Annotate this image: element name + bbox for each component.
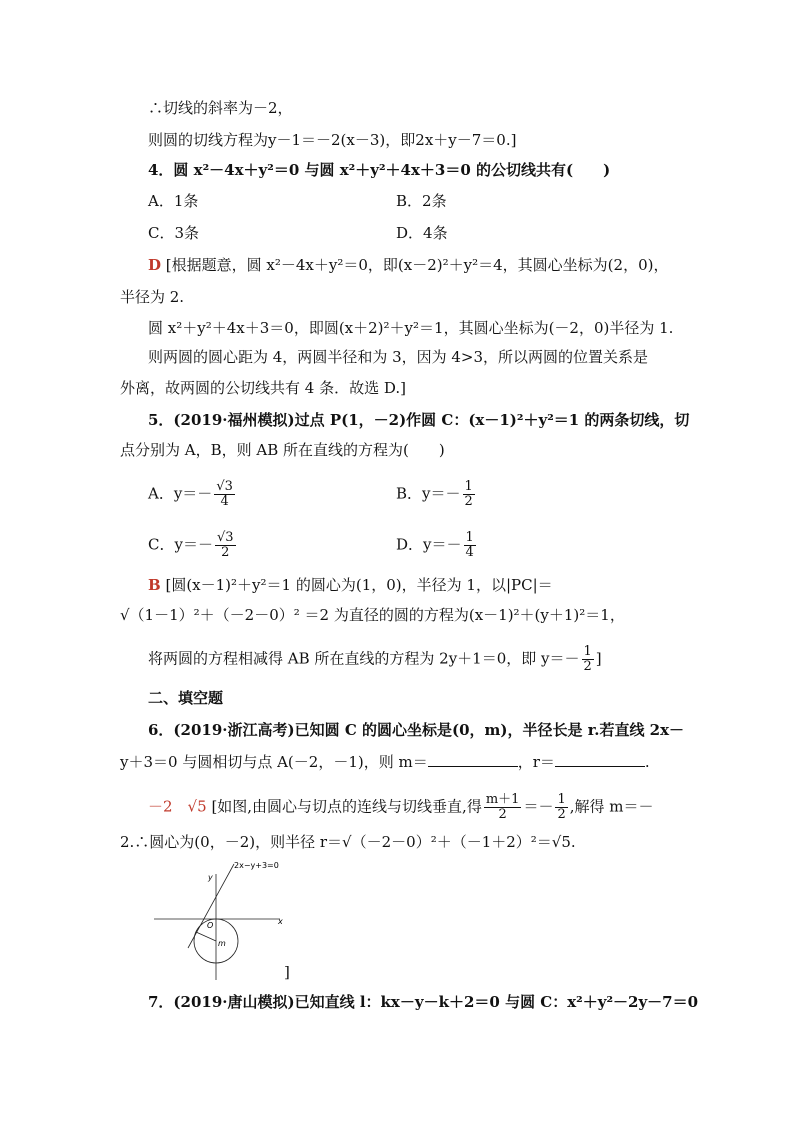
solution-5-line [148,575,553,595]
denominator: 2 [583,659,592,674]
question-5-cont: 点分别为 A，B，则 AB 所在直线的方程为( ) [120,441,445,459]
numerator: √3 [216,530,234,545]
answer-letter: D [148,256,162,274]
tangent-line-label: 2x−y+3=0 [234,861,279,870]
question-7: 7．(2019·唐山模拟)已知直线 l：kx－y－k＋2＝0 与圆 C：x²＋y²－2y－7＝0 [148,993,699,1011]
option-text: A．y＝－ [148,484,213,503]
question-text: y＋3＝0 与圆相切与点 A(－2，－1)，则 m＝ [120,753,428,771]
fraction [555,793,567,822]
numerator: 1 [557,792,566,807]
section-heading: 二、填空题 [148,689,224,707]
option-a [148,480,237,509]
denominator: 2 [557,807,566,822]
option-text: D．y＝－ [396,535,462,554]
y-axis-label: y [208,873,213,882]
solution-6-line [148,793,654,822]
question-5: 5．(2019·福州模拟)过点 P(1，－2)作圆 C：(x－1)²＋y²＝1 的两条切线，切 [148,411,690,429]
radius [196,932,216,941]
solution-line [148,645,602,674]
question-4: 4．圆 x²－4x＋y²＝0 与圆 x²＋y²＋4x＋3＝0 的公切线共有( ) [148,161,611,179]
solution-text: [根据题意，圆 x²－4x＋y²＝0，即(x－2)²＋y²＝4，其圆心坐标为(2，0)， [165,256,669,274]
solution-text: ] [595,649,602,668]
option-c: C．3条 [148,224,200,242]
x-axis-label: x [278,917,283,926]
option-text: B．y＝－ [396,484,461,503]
answer-values: －2 √5 [148,797,207,816]
solution-text: [圆(x－1)²＋y²＝1 的圆心为(1，0)，半径为 1，以|PC|＝ [165,576,553,594]
solution-text: 将两圆的方程相减得 AB 所在直线的方程为 2y＋1＝0，即 y＝－ [148,649,580,668]
denominator: 4 [220,494,229,509]
solution-4-line [148,255,668,275]
option-d [396,531,478,560]
solution-text: [如图,由圆心与切点的连线与切线垂直,得 [211,797,482,816]
denominator: 2 [464,494,473,509]
fraction [215,531,236,560]
option-c [148,531,238,560]
solution-close: ] [284,963,290,981]
solution-line: √（1－1）²＋（－2－0）² ＝2 为直径的圆的方程为(x－1)²＋(y＋1)²＝1， [120,606,625,624]
numerator: √3 [216,479,233,494]
denominator: 2 [221,545,230,560]
numerator: 1 [465,530,474,545]
solution-line: 半径为 2. [120,288,185,306]
fraction [484,793,522,822]
solution-line: 外离，故两圆的公切线共有 4 条．故选 D.] [120,379,406,397]
option-a: A．1条 [148,192,199,210]
denominator: 2 [498,807,507,822]
solution-line: 则圆的切线方程为y－1＝－2(x－3)，即2x＋y－7＝0.] [148,131,517,149]
numerator: m＋1 [485,792,520,807]
fraction [582,645,594,674]
option-d: D．4条 [396,224,448,242]
question-text: . [644,753,650,771]
answer-blank-r[interactable] [555,752,645,767]
numerator: 1 [464,479,473,494]
fraction [463,480,475,509]
question-text: ，r＝ [517,753,555,771]
circle-tangent-figure [150,858,290,983]
solution-line: 圆 x²＋y²＋4x＋3＝0，即圆(x＋2)²＋y²＝1，其圆心坐标为(－2，0)半径为 1. [148,319,674,337]
solution-text: ,解得 m＝－ [569,797,654,816]
option-b [396,480,477,509]
question-6: 6．(2019·浙江高考)已知圆 C 的圆心坐标是(0，m)，半径长是 r.若直线 2x－ [148,721,685,739]
center-label: m [218,939,226,948]
solution-line: ∴切线的斜率为－2， [148,99,293,117]
denominator: 4 [465,545,474,560]
option-text: C．y＝－ [148,535,213,554]
question-6-cont [120,752,650,772]
solution-text: ＝－ [523,797,554,816]
numerator: 1 [583,644,592,659]
answer-letter: B [148,576,161,594]
fraction [214,480,235,509]
solution-line: 则两圆的圆心距为 4，两圆半径和为 3，因为 4>3，所以两圆的位置关系是 [148,348,649,366]
solution-line: 2.∴圆心为(0，－2)，则半径 r＝√（－2－0）²＋（－1＋2）²＝√5. [120,833,576,851]
answer-blank-m[interactable] [428,752,518,767]
origin-label: O [207,921,214,930]
fraction [464,531,476,560]
option-b: B．2条 [396,192,447,210]
